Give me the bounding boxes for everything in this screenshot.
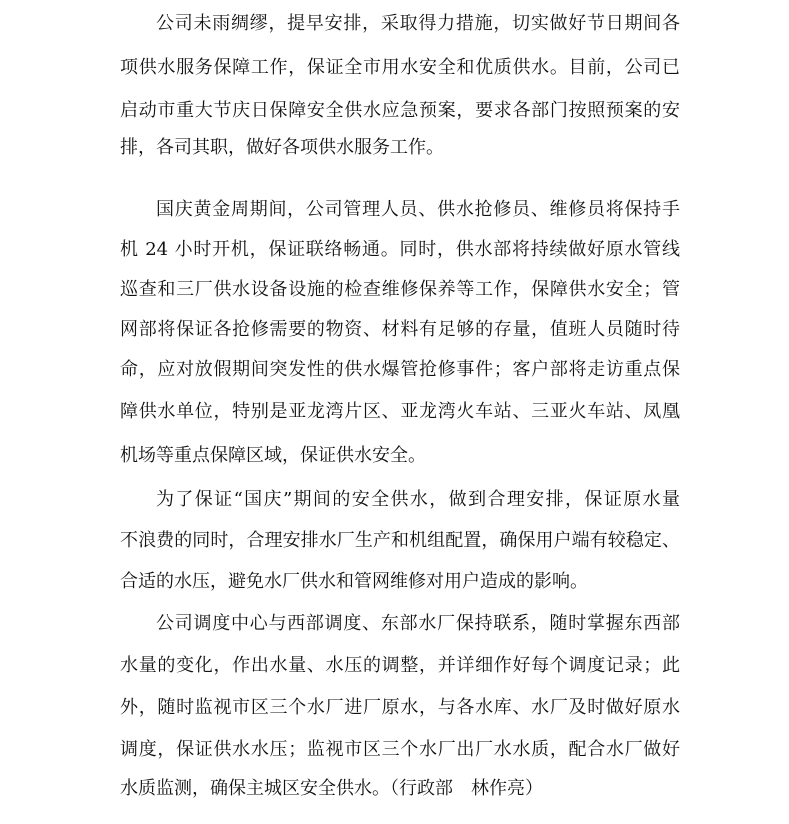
- text-line: 机场等重点保障区域，保证供水安全。: [120, 445, 426, 466]
- text-line: 项供水服务保障工作，保证全市用水安全和优质供水。目前，公司已: [120, 57, 680, 78]
- text-line: 调度，保证供水水压；监视市区三个水厂出厂水水质，配合水厂做好: [120, 739, 680, 760]
- text-line: 机 24 小时开机，保证联络畅通。同时，供水部将持续做好原水管线: [120, 239, 680, 260]
- text-line: 公司调度中心与西部调度、东部水厂保持联系，随时掌握东西部: [156, 613, 680, 634]
- text-line: 启动市重大节庆日保障安全供水应急预案，要求各部门按照预案的安: [120, 100, 680, 121]
- text-line: 国庆黄金周期间，公司管理人员、供水抢修员、维修员将保持手: [156, 199, 680, 220]
- text-line: 障供水单位，特别是亚龙湾片区、亚龙湾火车站、三亚火车站、凤凰: [120, 401, 680, 422]
- text-line: 外，随时监视市区三个水厂进厂原水，与各水库、水厂及时做好原水: [120, 697, 680, 718]
- text-line: 排，各司其职，做好各项供水服务工作。: [120, 137, 444, 158]
- text-line: 为了保证“国庆”期间的安全供水，做到合理安排，保证原水量: [156, 489, 680, 510]
- text-line: 公司未雨绸缪，提早安排，采取得力措施，切实做好节日期间各: [156, 13, 680, 34]
- text-line: 命，应对放假期间突发性的供水爆管抢修事件；客户部将走访重点保: [120, 359, 680, 380]
- text-line: 巡查和三厂供水设备设施的检查维修保养等工作，保障供水安全；管: [120, 279, 680, 300]
- text-line: 合适的水压，避免水厂供水和管网维修对用户造成的影响。: [120, 571, 588, 592]
- text-line: 网部将保证各抢修需要的物资、材料有足够的存量，值班人员随时待: [120, 319, 680, 340]
- text-line: 水量的变化，作出水量、水压的调整，并详细作好每个调度记录；此: [120, 655, 680, 676]
- text-line: 水质监测，确保主城区安全供水。（行政部 林作亮）: [120, 778, 543, 799]
- text-line: 不浪费的同时，合理安排水厂生产和机组配置，确保用户端有较稳定、: [120, 530, 680, 551]
